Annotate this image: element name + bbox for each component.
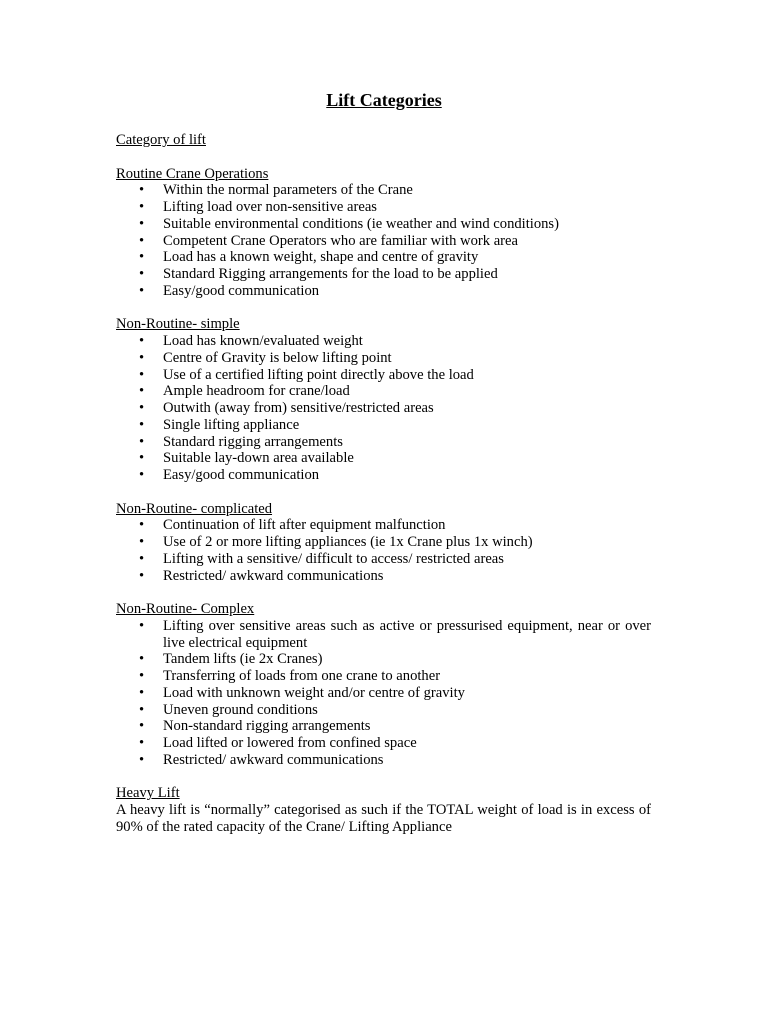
page-title: Lift Categories xyxy=(326,90,442,110)
list-item xyxy=(116,266,651,283)
list-item xyxy=(116,216,651,233)
bullet-icon: • xyxy=(139,232,145,249)
spacer xyxy=(116,584,651,601)
bullet-icon: • xyxy=(139,567,145,584)
bullet-list xyxy=(116,517,651,584)
document-body xyxy=(116,132,651,836)
list-item-text: Easy/good communication xyxy=(163,467,320,483)
bullet-icon: • xyxy=(139,400,145,416)
list-item-text: Within the normal parameters of the Crane xyxy=(163,182,413,199)
bullet-icon: • xyxy=(139,718,145,735)
list-item-text: Load with unknown weight and/or centre of gravity xyxy=(163,684,465,701)
intro-heading: Category of lift xyxy=(116,132,206,148)
section-heading: Non-Routine- simple xyxy=(116,316,240,333)
list-item-text: Load has a known weight, shape and centre of gravity xyxy=(163,249,479,266)
list-item xyxy=(116,400,651,417)
bullet-icon: • xyxy=(139,751,145,768)
list-item-text: Single lifting appliance xyxy=(163,416,300,433)
bullet-icon: • xyxy=(139,550,145,567)
bullet-icon: • xyxy=(139,366,145,383)
list-item xyxy=(116,233,651,250)
list-item-text: Standard rigging arrangements xyxy=(163,433,343,450)
bullet-icon: • xyxy=(139,668,145,684)
bullet-icon: • xyxy=(139,416,145,433)
bullet-icon: • xyxy=(139,199,145,215)
list-item-text: Transferring of loads from one crane to another xyxy=(163,668,441,684)
list-item xyxy=(116,668,651,685)
bullet-icon: • xyxy=(139,651,145,668)
list-item-text: Load has known/evaluated weight xyxy=(163,333,363,349)
bullet-icon: • xyxy=(139,684,145,701)
bullet-icon: • xyxy=(139,182,145,199)
list-item xyxy=(116,383,651,400)
bullet-icon: • xyxy=(139,215,145,232)
list-item xyxy=(116,333,651,350)
list-item-text: Lifting with a sensitive/ difficult to access/ restricted areas xyxy=(163,550,504,567)
list-item-text: Non-standard rigging arrangements xyxy=(163,718,371,735)
list-item-text: Use of a certified lifting point directly above the load xyxy=(163,366,474,383)
bullet-icon: • xyxy=(139,433,145,450)
list-item-text: Suitable environmental conditions (ie weather and wind conditions) xyxy=(163,215,559,232)
bullet-icon: • xyxy=(139,383,145,400)
list-item xyxy=(116,551,651,568)
list-item xyxy=(116,651,651,668)
bullet-icon: • xyxy=(139,701,145,718)
list-item xyxy=(116,450,651,467)
list-item xyxy=(116,434,651,451)
list-item xyxy=(116,735,651,752)
list-item xyxy=(116,467,651,484)
section-heading: Routine Crane Operations xyxy=(116,165,269,182)
list-item xyxy=(116,685,651,702)
bullet-icon: • xyxy=(139,266,145,282)
list-item xyxy=(116,702,651,719)
spacer xyxy=(116,769,651,786)
list-item-text: Easy/good communication xyxy=(163,282,320,299)
list-item-text: Restricted/ awkward communications xyxy=(163,567,384,584)
bullet-icon: • xyxy=(139,735,145,751)
list-item-text: Load lifted or lowered from confined space xyxy=(163,735,417,751)
list-item-text: Standard Rigging arrangements for the load to be applied xyxy=(163,266,498,282)
list-item xyxy=(116,283,651,300)
bullet-icon: • xyxy=(139,282,145,299)
list-item xyxy=(116,350,651,367)
list-item xyxy=(116,249,651,266)
bullet-list xyxy=(116,182,651,299)
bullet-list xyxy=(116,618,651,769)
list-item xyxy=(116,367,651,384)
bullet-icon: • xyxy=(139,534,145,550)
spacer xyxy=(116,300,651,317)
bullet-icon: • xyxy=(139,333,145,349)
list-item-text: Outwith (away from) sensitive/restricted areas xyxy=(163,400,434,416)
list-item-text: Tandem lifts (ie 2x Cranes) xyxy=(163,651,323,668)
list-item-text: Lifting over sensitive areas such as active or pressurised equipment, near or over live electrical equipment xyxy=(163,617,651,651)
list-item xyxy=(116,182,651,199)
list-item xyxy=(116,718,651,735)
list-item-text: Suitable lay-down area available xyxy=(163,450,354,467)
bullet-list xyxy=(116,333,651,484)
list-item xyxy=(116,618,651,652)
bullet-icon: • xyxy=(139,467,145,483)
bullet-icon: • xyxy=(139,617,145,634)
spacer xyxy=(116,149,651,166)
list-item-text: Restricted/ awkward communications xyxy=(163,751,384,768)
spacer xyxy=(116,484,651,501)
heavy-lift-heading: Heavy Lift xyxy=(116,785,180,802)
list-item xyxy=(116,534,651,551)
section-heading: Non-Routine- Complex xyxy=(116,601,255,617)
list-item-text: Lifting load over non-sensitive areas xyxy=(163,199,377,215)
sections-container xyxy=(116,166,651,769)
list-item-text: Uneven ground conditions xyxy=(163,701,318,718)
list-item-text: Use of 2 or more lifting appliances (ie 1x Crane plus 1x winch) xyxy=(163,534,533,550)
bullet-icon: • xyxy=(139,517,145,534)
list-item-text: Ample headroom for crane/load xyxy=(163,383,350,400)
list-item xyxy=(116,517,651,534)
list-item xyxy=(116,417,651,434)
list-item-text: Continuation of lift after equipment malfunction xyxy=(163,517,446,534)
list-item xyxy=(116,752,651,769)
bullet-icon: • xyxy=(139,450,145,467)
list-item-text: Competent Crane Operators who are familiar with work area xyxy=(163,232,518,249)
list-item xyxy=(116,199,651,216)
heavy-lift-paragraph: A heavy lift is “normally” categorised as such if the TOTAL weight of load is in excess of 90% of the rated capacity of the Crane/ Lifting Appliance xyxy=(116,802,651,835)
list-item-text: Centre of Gravity is below lifting point xyxy=(163,349,392,366)
list-item xyxy=(116,568,651,585)
bullet-icon: • xyxy=(139,349,145,366)
bullet-icon: • xyxy=(139,249,145,266)
section-heading: Non-Routine- complicated xyxy=(116,500,273,517)
